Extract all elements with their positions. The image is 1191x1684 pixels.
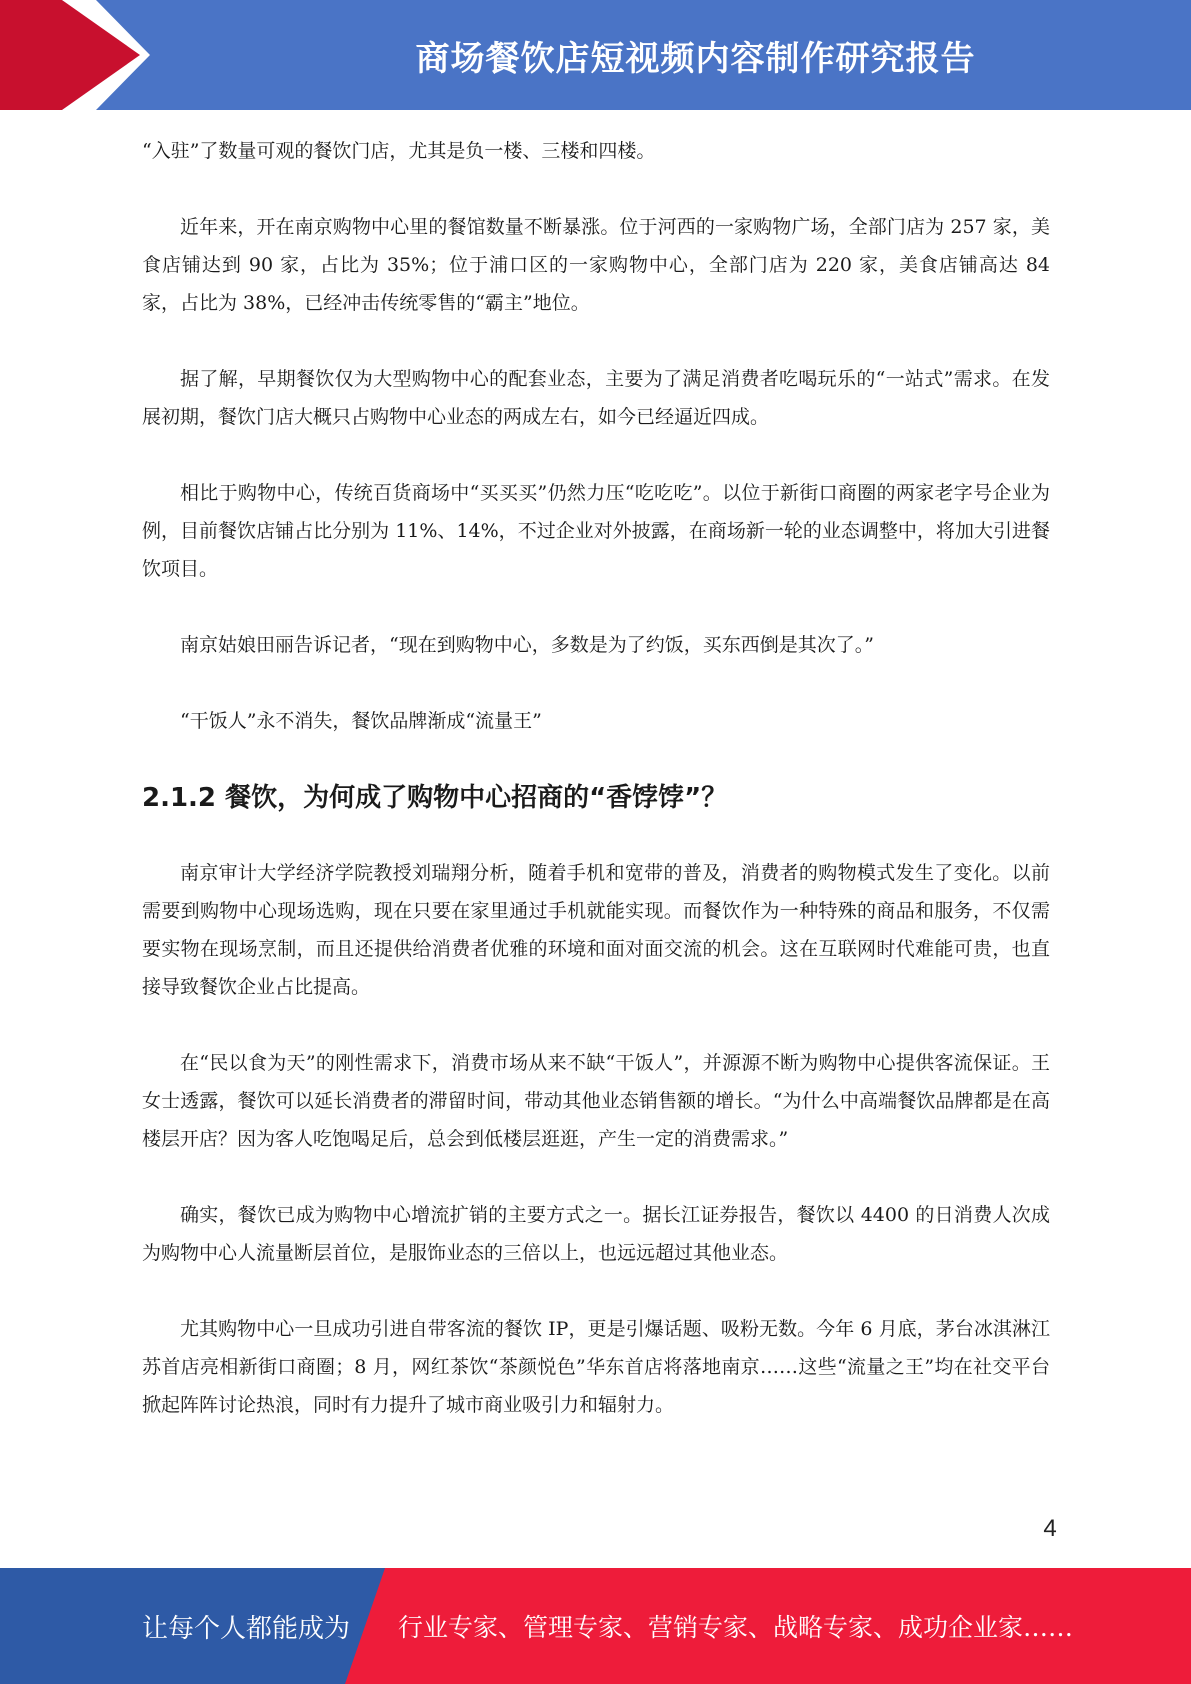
paragraph-9: 确实，餐饮已成为购物中心增流扩销的主要方式之一。据长江证券报告，餐饮以 4400 的日消费人次成为购物中心人流量断层首位，是服饰业态的三倍以上，也远远超过其他业态。 xyxy=(142,1204,1050,1264)
paragraph-2: 近年来，开在南京购物中心里的餐馆数量不断暴涨。位于河西的一家购物广场，全部门店为 257 家，美食店铺达到 90 家，占比为 35%；位于浦口区的一家购物中心，全部门店为 220 家，美食店铺高达 84 家，占比为 38%，已经冲击传统零售的“霸主”地位。 xyxy=(142,216,1050,314)
footer-slogan-lead: 让每个人都能成为 xyxy=(142,1613,351,1644)
footer-slogan-list: 行业专家、管理专家、营销专家、战略专家、成功企业家…… xyxy=(398,1613,1074,1642)
paragraph-8: 在“民以食为天”的刚性需求下，消费市场从来不缺“干饭人”，并源源不断为购物中心提供客流保证。王女士透露，餐饮可以延长消费者的滞留时间，带动其他业态销售额的增长。“为什么中高端餐饮品牌都是在高楼层开店？因为客人吃饱喝足后，总会到低楼层逛逛，产生一定的消费需求。” xyxy=(142,1052,1050,1150)
section-heading: 2.1.2 餐饮，为何成了购物中心招商的“香饽饽”？ xyxy=(142,783,728,813)
page-footer xyxy=(0,1568,1191,1684)
paragraph-6: “干饭人”永不消失，餐饮品牌渐成“流量王” xyxy=(180,710,542,732)
paragraph-7: 南京审计大学经济学院教授刘瑞翔分析，随着手机和宽带的普及，消费者的购物模式发生了变化。以前需要到购物中心现场选购，现在只要在家里通过手机就能实现。而餐饮作为一种特殊的商品和服务，不仅需要实物在现场烹制，而且还提供给消费者优雅的环境和面对面交流的机会。这在互联网时代难能可贵，也直接导致餐饮企业占比提高。 xyxy=(142,862,1050,998)
paragraph-1: “入驻”了数量可观的餐饮门店，尤其是负一楼、三楼和四楼。 xyxy=(142,140,656,162)
page-header xyxy=(0,0,1191,110)
page-number: 4 xyxy=(1043,1515,1057,1542)
paragraph-10: 尤其购物中心一旦成功引进自带客流的餐饮 IP，更是引爆话题、吸粉无数。今年 6 月底，茅台冰淇淋江苏首店亮相新街口商圈；8 月，网红茶饮“茶颜悦色”华东首店将落地南京……这些“流量之王”均在社交平台掀起阵阵讨论热浪，同时有力提升了城市商业吸引力和辐射力。 xyxy=(142,1318,1050,1416)
paragraph-3: 据了解，早期餐饮仅为大型购物中心的配套业态，主要为了满足消费者吃喝玩乐的“一站式”需求。在发展初期，餐饮门店大概只占购物中心业态的两成左右，如今已经逼近四成。 xyxy=(142,368,1050,428)
document-body xyxy=(142,132,1050,1424)
paragraph-4: 相比于购物中心，传统百货商场中“买买买”仍然力压“吃吃吃”。以位于新街口商圈的两家老字号企业为例，目前餐饮店铺占比分别为 11%、14%，不过企业对外披露，在商场新一轮的业态调整中，将加大引进餐饮项目。 xyxy=(142,482,1050,580)
document-title: 商场餐饮店短视频内容制作研究报告 xyxy=(415,38,976,79)
paragraph-5: 南京姑娘田丽告诉记者，“现在到购物中心，多数是为了约饭，买东西倒是其次了。” xyxy=(180,634,874,656)
